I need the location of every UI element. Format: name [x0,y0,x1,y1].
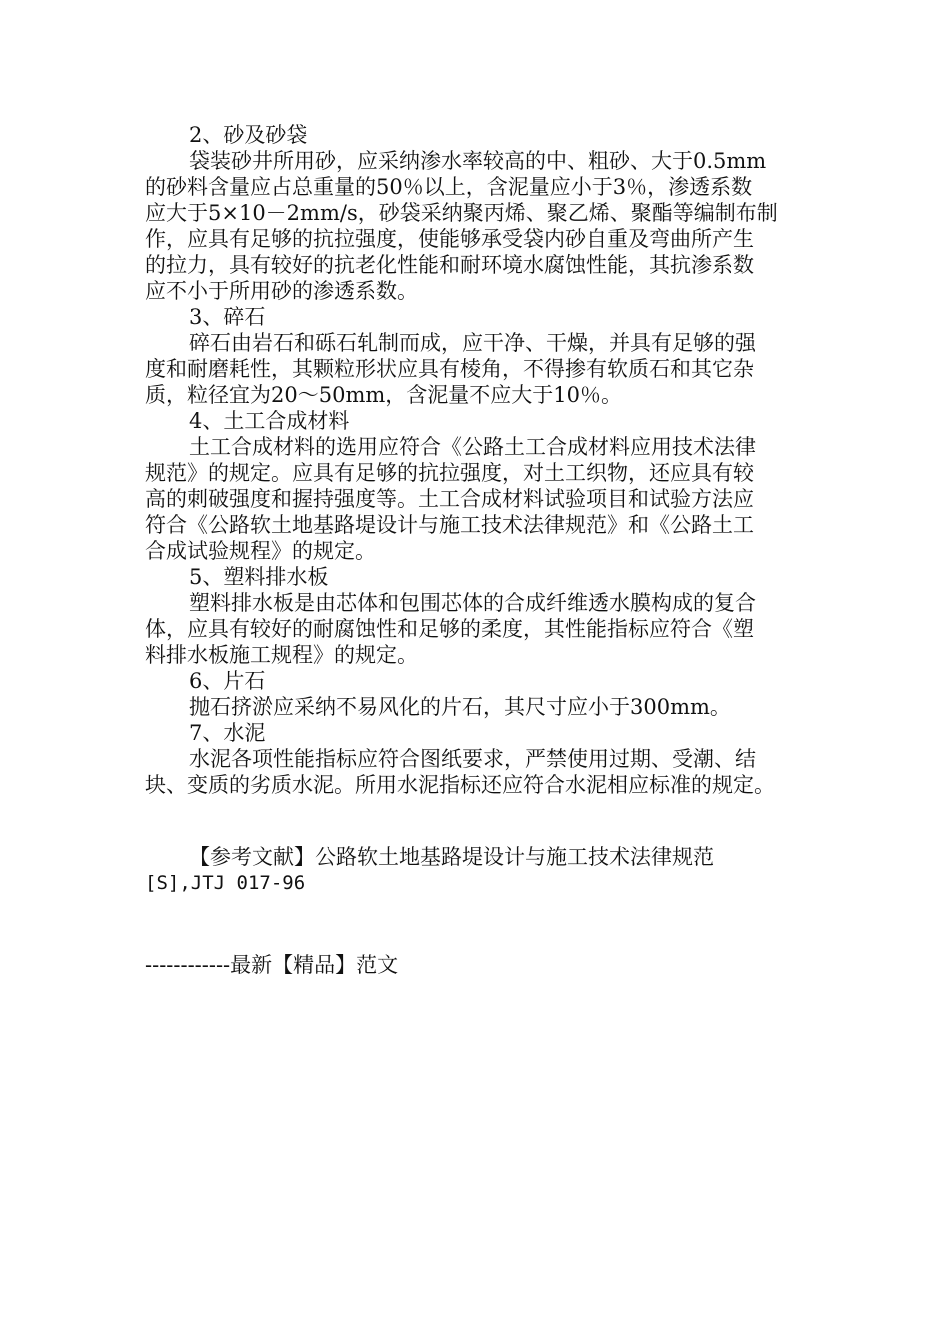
paragraph-line: 规范》的规定。应具有足够的抗拉强度，对土工织物，还应具有较 [145,461,754,485]
paragraph-line: 质，粒径宜为20～50mm，含泥量不应大于10％。 [145,383,622,407]
section-drainage-board [145,564,805,668]
paragraph-line: 作，应具有足够的抗拉强度，使能够承受袋内砂自重及弯曲所产生 [145,227,754,251]
paragraph-line: 体，应具有较好的耐腐蚀性和足够的柔度，其性能指标应符合《塑 [145,617,754,641]
paragraph-line: 的拉力，具有较好的抗老化性能和耐环境水腐蚀性能，其抗渗系数 [145,253,754,277]
paragraph-line: 塑料排水板是由芯体和包围芯体的合成纤维透水膜构成的复合 [189,591,756,615]
paragraph-line: 的砂料含量应占总重量的50％以上，含泥量应小于3％，渗透系数 [145,175,753,199]
section-rubble [145,668,805,720]
paragraph-line: 土工合成材料的选用应符合《公路土工合成材料应用技术法律 [189,435,756,459]
reference-line: 【参考文献】公路软土地基路堤设计与施工技术法律规范 [189,845,714,869]
paragraph-line: 高的刺破强度和握持强度等。土工合成材料试验项目和试验方法应 [145,487,754,511]
paragraph-line: 块、变质的劣质水泥。所用水泥指标还应符合水泥相应标准的规定。 [145,773,775,797]
section-heading: 4、土工合成材料 [189,409,350,433]
paragraph-line: 碎石由岩石和砾石轧制而成，应干净、干燥，并具有足够的强 [189,331,756,355]
paragraph-line: 应不小于所用砂的渗透系数。 [145,279,418,303]
section-heading: 6、片石 [189,669,266,693]
reference-block [145,844,805,896]
paragraph-line: 应大于5×10－2mm/s，砂袋采纳聚丙烯、聚乙烯、聚酯等编制布制 [145,201,778,225]
section-geosynthetics [145,408,805,564]
section-heading: 3、碎石 [189,305,266,329]
document-page [145,122,805,978]
section-sand [145,122,805,304]
footer-text: ------------最新【精品】范文 [145,953,399,977]
paragraph-line: 符合《公路软土地基路堤设计与施工技术法律规范》和《公路土工 [145,513,754,537]
paragraph-line: 抛石挤淤应采纳不易风化的片石，其尺寸应小于300mm。 [189,695,731,719]
section-heading: 2、砂及砂袋 [189,123,308,147]
paragraph-line: 料排水板施工规程》的规定。 [145,643,418,667]
paragraph-line: 袋装砂井所用砂，应采纳渗水率较高的中、粗砂、大于0.5mm [189,149,767,173]
spacer [145,798,805,844]
section-heading: 7、水泥 [189,721,266,745]
section-cement [145,720,805,798]
section-heading: 5、塑料排水板 [189,565,329,589]
reference-line: [S],JTJ 017-96 [145,872,306,894]
spacer [145,896,805,952]
paragraph-line: 合成试验规程》的规定。 [145,539,376,563]
paragraph-line: 度和耐磨耗性，其颗粒形状应具有棱角，不得掺有软质石和其它杂 [145,357,754,381]
paragraph-line: 水泥各项性能指标应符合图纸要求，严禁使用过期、受潮、结 [189,747,756,771]
section-gravel [145,304,805,408]
